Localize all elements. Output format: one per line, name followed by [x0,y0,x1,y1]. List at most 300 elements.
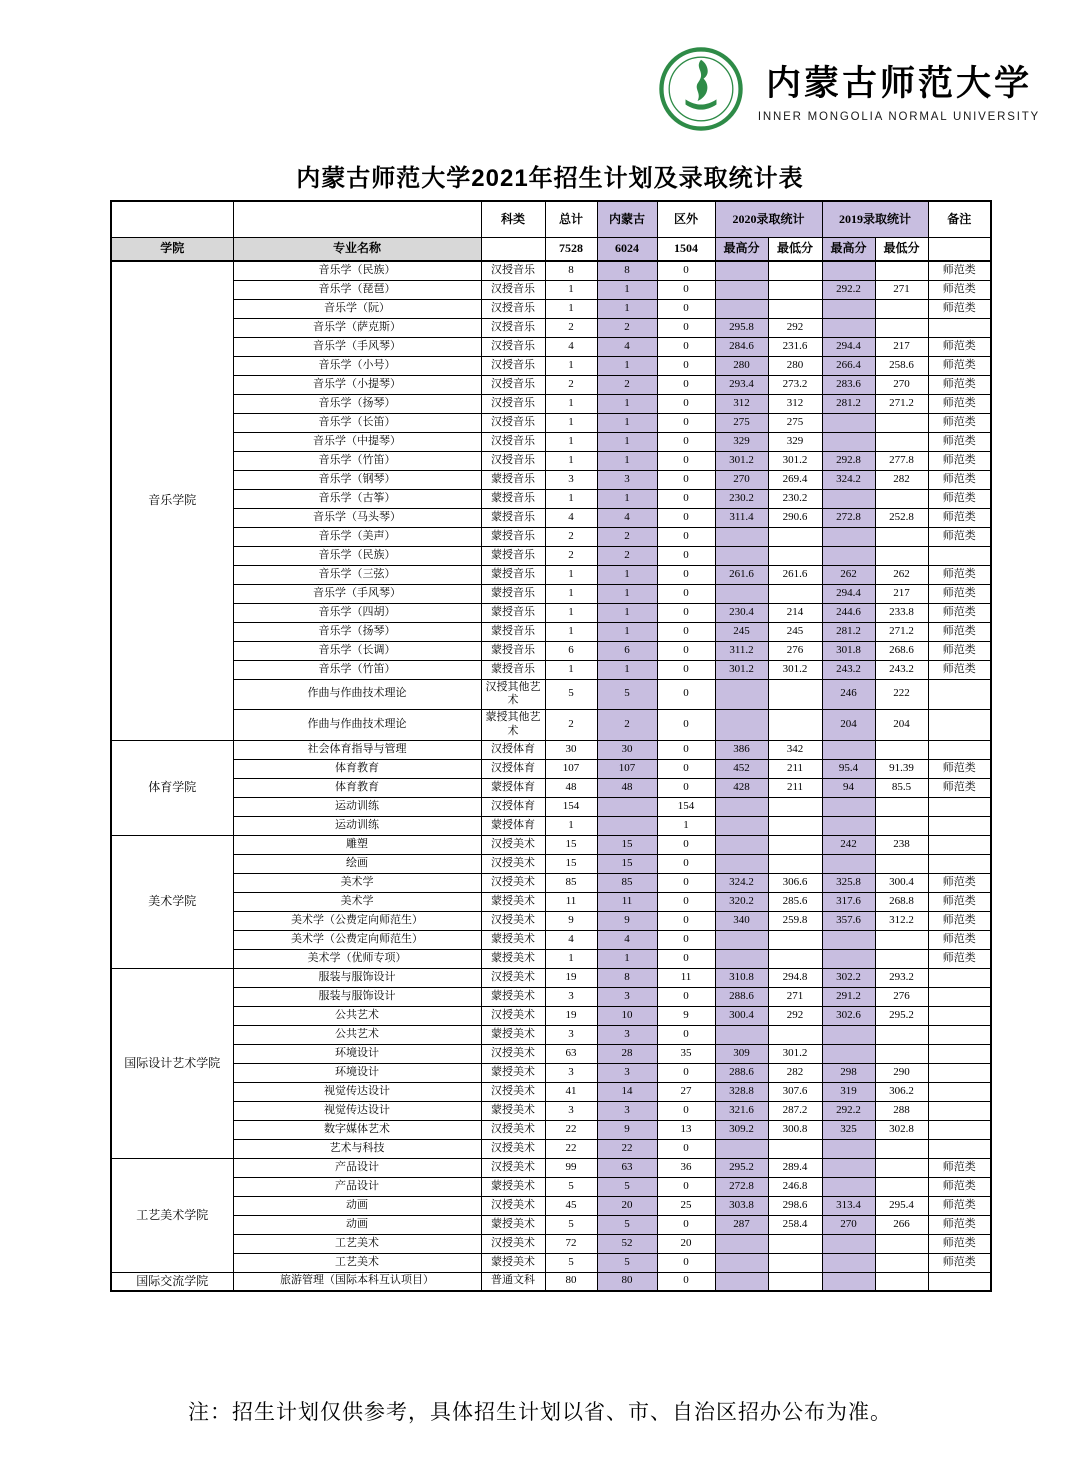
min-2020-cell [768,679,822,710]
inner-mongolia-cell: 9 [597,1120,657,1139]
category-cell: 汉授音乐 [481,432,545,451]
max-2019-cell [822,413,875,432]
header-row-2 [111,237,991,261]
major-cell: 产品设计 [233,1158,481,1177]
outside-cell: 0 [657,1177,715,1196]
header-outside-value: 1504 [657,237,715,261]
category-cell: 蒙授其他艺术 [481,710,545,741]
min-2019-cell [875,489,928,508]
college-cell: 工艺美术学院 [111,1158,233,1272]
header-min-2019: 最低分 [875,237,928,261]
max-2019-cell [822,1044,875,1063]
inner-mongolia-cell: 3 [597,987,657,1006]
min-2020-cell [768,930,822,949]
total-cell: 1 [545,413,597,432]
table-row [111,679,991,710]
table-row [111,622,991,641]
total-cell: 4 [545,337,597,356]
table-row [111,778,991,797]
category-cell: 蒙授美术 [481,930,545,949]
total-cell: 22 [545,1139,597,1158]
min-2019-cell: 91.39 [875,759,928,778]
outside-cell: 0 [657,375,715,394]
max-2020-cell [715,854,768,873]
min-2020-cell: 258.4 [768,1215,822,1234]
max-2019-cell: 246 [822,679,875,710]
max-2019-cell: 325.8 [822,873,875,892]
footnote: 注：招生计划仅供参考，具体招生计划以省、市、自治区招办公布为准。 [188,1400,892,1424]
max-2019-cell: 298 [822,1063,875,1082]
max-2020-cell [715,1253,768,1272]
note-cell [928,1006,991,1025]
max-2019-cell [822,854,875,873]
table-row [111,1101,991,1120]
category-cell: 汉授美术 [481,968,545,987]
note-cell [928,546,991,565]
max-2020-cell: 261.6 [715,565,768,584]
category-cell: 汉授音乐 [481,337,545,356]
max-2019-cell: 292.8 [822,451,875,470]
total-cell: 154 [545,797,597,816]
inner-mongolia-cell: 15 [597,835,657,854]
max-2020-cell: 303.8 [715,1196,768,1215]
category-cell: 汉授体育 [481,797,545,816]
outside-cell: 11 [657,968,715,987]
category-cell: 汉授音乐 [481,413,545,432]
min-2020-cell: 287.2 [768,1101,822,1120]
inner-mongolia-cell: 1 [597,394,657,413]
outside-cell: 0 [657,740,715,759]
max-2019-cell: 244.6 [822,603,875,622]
max-2020-cell: 301.2 [715,451,768,470]
min-2020-cell: 301.2 [768,451,822,470]
major-cell: 音乐学（钢琴） [233,470,481,489]
stats-table-body [111,261,991,1291]
header-inner-mongolia-value: 6024 [597,237,657,261]
category-cell: 汉授美术 [481,873,545,892]
inner-mongolia-cell: 1 [597,432,657,451]
total-cell: 1 [545,451,597,470]
max-2019-cell: 294.4 [822,584,875,603]
header-remarks: 备注 [928,201,991,237]
outside-cell: 0 [657,892,715,911]
max-2020-cell [715,797,768,816]
inner-mongolia-cell: 30 [597,740,657,759]
outside-cell: 0 [657,641,715,660]
outside-cell: 0 [657,356,715,375]
min-2019-cell: 271.2 [875,394,928,413]
category-cell: 汉授音乐 [481,356,545,375]
max-2019-cell [822,1177,875,1196]
note-cell: 师范类 [928,1158,991,1177]
header-major-name: 专业名称 [233,237,481,261]
min-2020-cell: 259.8 [768,911,822,930]
outside-cell: 0 [657,679,715,710]
table-row [111,432,991,451]
min-2020-cell: 294.8 [768,968,822,987]
table-row [111,911,991,930]
note-cell: 师范类 [928,660,991,679]
outside-cell: 0 [657,565,715,584]
min-2020-cell [768,949,822,968]
table-row [111,603,991,622]
inner-mongolia-cell: 4 [597,337,657,356]
min-2019-cell [875,797,928,816]
category-cell: 蒙授音乐 [481,470,545,489]
major-cell: 音乐学（古筝） [233,489,481,508]
header-stats-2020: 2020录取统计 [715,201,822,237]
outside-cell: 0 [657,299,715,318]
note-cell: 师范类 [928,759,991,778]
major-cell: 音乐学（中提琴） [233,432,481,451]
min-2019-cell: 288 [875,1101,928,1120]
table-row [111,489,991,508]
max-2019-cell: 292.2 [822,1101,875,1120]
min-2019-cell: 268.8 [875,892,928,911]
min-2019-cell: 277.8 [875,451,928,470]
major-cell: 音乐学（三弦） [233,565,481,584]
outside-cell: 0 [657,854,715,873]
header-inner-mongolia: 内蒙古 [597,201,657,237]
outside-cell: 0 [657,451,715,470]
max-2020-cell: 309 [715,1044,768,1063]
inner-mongolia-cell: 1 [597,660,657,679]
total-cell: 5 [545,1253,597,1272]
table-row [111,318,991,337]
category-cell: 汉授音乐 [481,261,545,280]
note-cell [928,318,991,337]
inner-mongolia-cell: 2 [597,710,657,741]
admission-stats-table [110,200,992,1292]
header-category-blank [481,237,545,261]
major-cell: 美术学 [233,892,481,911]
max-2020-cell: 288.6 [715,1063,768,1082]
min-2019-cell: 295.4 [875,1196,928,1215]
inner-mongolia-cell [597,797,657,816]
header-remarks-blank [928,237,991,261]
max-2020-cell [715,261,768,280]
min-2019-cell [875,527,928,546]
table-row [111,1120,991,1139]
major-cell: 音乐学（小号） [233,356,481,375]
note-cell: 师范类 [928,299,991,318]
note-cell [928,679,991,710]
category-cell: 汉授美术 [481,1044,545,1063]
total-cell: 6 [545,641,597,660]
min-2020-cell: 246.8 [768,1177,822,1196]
min-2019-cell: 262 [875,565,928,584]
table-row [111,759,991,778]
category-cell: 普通文科 [481,1272,545,1291]
note-cell [928,1082,991,1101]
table-row [111,930,991,949]
table-row [111,1253,991,1272]
major-cell: 服装与服饰设计 [233,968,481,987]
major-cell: 产品设计 [233,1177,481,1196]
major-cell: 数字媒体艺术 [233,1120,481,1139]
outside-cell: 0 [657,1253,715,1272]
outside-cell: 0 [657,1139,715,1158]
inner-mongolia-cell: 5 [597,679,657,710]
outside-cell: 0 [657,508,715,527]
outside-cell: 0 [657,778,715,797]
min-2020-cell [768,1025,822,1044]
max-2020-cell [715,1139,768,1158]
total-cell: 3 [545,987,597,1006]
table-header [111,201,991,261]
max-2019-cell [822,489,875,508]
inner-mongolia-cell: 8 [597,261,657,280]
note-cell: 师范类 [928,1253,991,1272]
max-2019-cell: 324.2 [822,470,875,489]
min-2019-cell: 238 [875,835,928,854]
total-cell: 1 [545,280,597,299]
min-2020-cell: 211 [768,759,822,778]
major-cell: 音乐学（长调） [233,641,481,660]
total-cell: 1 [545,299,597,318]
min-2019-cell: 252.8 [875,508,928,527]
major-cell: 绘画 [233,854,481,873]
max-2020-cell: 295.2 [715,1158,768,1177]
max-2019-cell: 281.2 [822,394,875,413]
college-cell: 国际交流学院 [111,1272,233,1291]
major-cell: 服装与服饰设计 [233,987,481,1006]
min-2020-cell: 261.6 [768,565,822,584]
table-row [111,835,991,854]
note-cell: 师范类 [928,394,991,413]
outside-cell: 9 [657,1006,715,1025]
min-2019-cell: 302.8 [875,1120,928,1139]
min-2019-cell [875,413,928,432]
note-cell: 师范类 [928,873,991,892]
min-2020-cell [768,854,822,873]
total-cell: 5 [545,679,597,710]
min-2020-cell [768,1272,822,1291]
min-2019-cell: 271.2 [875,622,928,641]
total-cell: 1 [545,356,597,375]
max-2020-cell: 324.2 [715,873,768,892]
major-cell: 音乐学（萨克斯） [233,318,481,337]
note-cell [928,1044,991,1063]
total-cell: 11 [545,892,597,911]
major-cell: 美术学（公费定向师范生） [233,911,481,930]
max-2020-cell [715,280,768,299]
outside-cell: 1 [657,816,715,835]
note-cell: 师范类 [928,1196,991,1215]
table-row [111,280,991,299]
category-cell: 蒙授美术 [481,1177,545,1196]
max-2020-cell: 328.8 [715,1082,768,1101]
inner-mongolia-cell: 5 [597,1177,657,1196]
max-2020-cell [715,1234,768,1253]
category-cell: 汉授美术 [481,911,545,930]
header-college: 学院 [111,237,233,261]
inner-mongolia-cell: 10 [597,1006,657,1025]
min-2019-cell: 85.5 [875,778,928,797]
min-2019-cell [875,546,928,565]
major-cell: 作曲与作曲技术理论 [233,710,481,741]
category-cell: 蒙授音乐 [481,584,545,603]
max-2019-cell: 301.8 [822,641,875,660]
inner-mongolia-cell: 4 [597,930,657,949]
min-2020-cell: 280 [768,356,822,375]
max-2020-cell [715,299,768,318]
total-cell: 1 [545,565,597,584]
category-cell: 汉授美术 [481,1139,545,1158]
outside-cell: 0 [657,394,715,413]
table-row [111,451,991,470]
min-2019-cell: 266 [875,1215,928,1234]
inner-mongolia-cell: 11 [597,892,657,911]
college-cell: 音乐学院 [111,261,233,740]
outside-cell: 0 [657,1272,715,1291]
category-cell: 蒙授音乐 [481,489,545,508]
category-cell: 蒙授音乐 [481,546,545,565]
college-cell: 国际设计艺术学院 [111,968,233,1158]
max-2019-cell: 292.2 [822,280,875,299]
total-cell: 72 [545,1234,597,1253]
category-cell: 蒙授美术 [481,1063,545,1082]
university-name-cn: 内蒙古师范大学 [765,63,1032,103]
outside-cell: 0 [657,660,715,679]
max-2020-cell: 284.6 [715,337,768,356]
major-cell: 音乐学（民族） [233,546,481,565]
total-cell: 2 [545,546,597,565]
max-2020-cell [715,1025,768,1044]
min-2020-cell [768,299,822,318]
max-2019-cell: 242 [822,835,875,854]
outside-cell: 0 [657,261,715,280]
university-name-block [758,56,1040,123]
total-cell: 4 [545,930,597,949]
min-2019-cell [875,261,928,280]
major-cell: 动画 [233,1215,481,1234]
table-row [111,1139,991,1158]
category-cell: 蒙授体育 [481,778,545,797]
table-row [111,1215,991,1234]
table-row [111,660,991,679]
category-cell: 汉授音乐 [481,451,545,470]
major-cell: 运动训练 [233,797,481,816]
outside-cell: 27 [657,1082,715,1101]
inner-mongolia-cell: 48 [597,778,657,797]
max-2019-cell: 95.4 [822,759,875,778]
max-2019-cell [822,1158,875,1177]
total-cell: 1 [545,949,597,968]
college-cell: 美术学院 [111,835,233,968]
table-row [111,1177,991,1196]
min-2020-cell [768,797,822,816]
max-2020-cell [715,527,768,546]
max-2019-cell [822,797,875,816]
total-cell: 48 [545,778,597,797]
min-2019-cell: 222 [875,679,928,710]
category-cell: 蒙授音乐 [481,641,545,660]
outside-cell: 0 [657,318,715,337]
max-2020-cell: 245 [715,622,768,641]
table-row [111,949,991,968]
min-2020-cell: 275 [768,413,822,432]
inner-mongolia-cell: 15 [597,854,657,873]
major-cell: 美术学 [233,873,481,892]
header-total-value: 7528 [545,237,597,261]
min-2020-cell [768,710,822,741]
major-cell: 公共艺术 [233,1025,481,1044]
min-2019-cell [875,299,928,318]
table-row [111,375,991,394]
category-cell: 汉授音乐 [481,299,545,318]
inner-mongolia-cell: 107 [597,759,657,778]
note-cell [928,1101,991,1120]
max-2019-cell [822,432,875,451]
note-cell: 师范类 [928,1215,991,1234]
table-row [111,261,991,280]
max-2020-cell: 230.4 [715,603,768,622]
max-2019-cell [822,1253,875,1272]
table-row [111,1196,991,1215]
table-row [111,1044,991,1063]
min-2020-cell: 307.6 [768,1082,822,1101]
total-cell: 19 [545,1006,597,1025]
min-2020-cell: 290.6 [768,508,822,527]
total-cell: 99 [545,1158,597,1177]
major-cell: 音乐学（竹笛） [233,451,481,470]
min-2020-cell: 329 [768,432,822,451]
note-cell: 师范类 [928,280,991,299]
min-2020-cell: 211 [768,778,822,797]
min-2019-cell [875,1158,928,1177]
category-cell: 汉授体育 [481,740,545,759]
header-stats-2019: 2019录取统计 [822,201,928,237]
outside-cell: 0 [657,280,715,299]
header-category: 科类 [481,201,545,237]
total-cell: 85 [545,873,597,892]
max-2019-cell [822,1139,875,1158]
max-2019-cell [822,546,875,565]
min-2020-cell: 300.8 [768,1120,822,1139]
max-2019-cell [822,816,875,835]
table-row [111,394,991,413]
major-cell: 音乐学（手风琴） [233,337,481,356]
max-2019-cell: 317.6 [822,892,875,911]
table-row [111,413,991,432]
outside-cell: 0 [657,1101,715,1120]
note-cell: 师范类 [928,432,991,451]
major-cell: 美术学（优师专项） [233,949,481,968]
note-cell [928,987,991,1006]
outside-cell: 0 [657,710,715,741]
outside-cell: 0 [657,470,715,489]
note-cell [928,968,991,987]
header-outside-region: 区外 [657,201,715,237]
min-2020-cell: 230.2 [768,489,822,508]
min-2020-cell: 289.4 [768,1158,822,1177]
max-2020-cell: 321.6 [715,1101,768,1120]
max-2019-cell: 291.2 [822,987,875,1006]
max-2019-cell [822,299,875,318]
min-2020-cell: 342 [768,740,822,759]
header-row-1 [111,201,991,237]
note-cell [928,797,991,816]
major-cell: 音乐学（民族） [233,261,481,280]
max-2020-cell: 340 [715,911,768,930]
total-cell: 5 [545,1215,597,1234]
total-cell: 19 [545,968,597,987]
outside-cell: 0 [657,987,715,1006]
max-2019-cell: 319 [822,1082,875,1101]
header-total: 总计 [545,201,597,237]
major-cell: 工艺美术 [233,1234,481,1253]
